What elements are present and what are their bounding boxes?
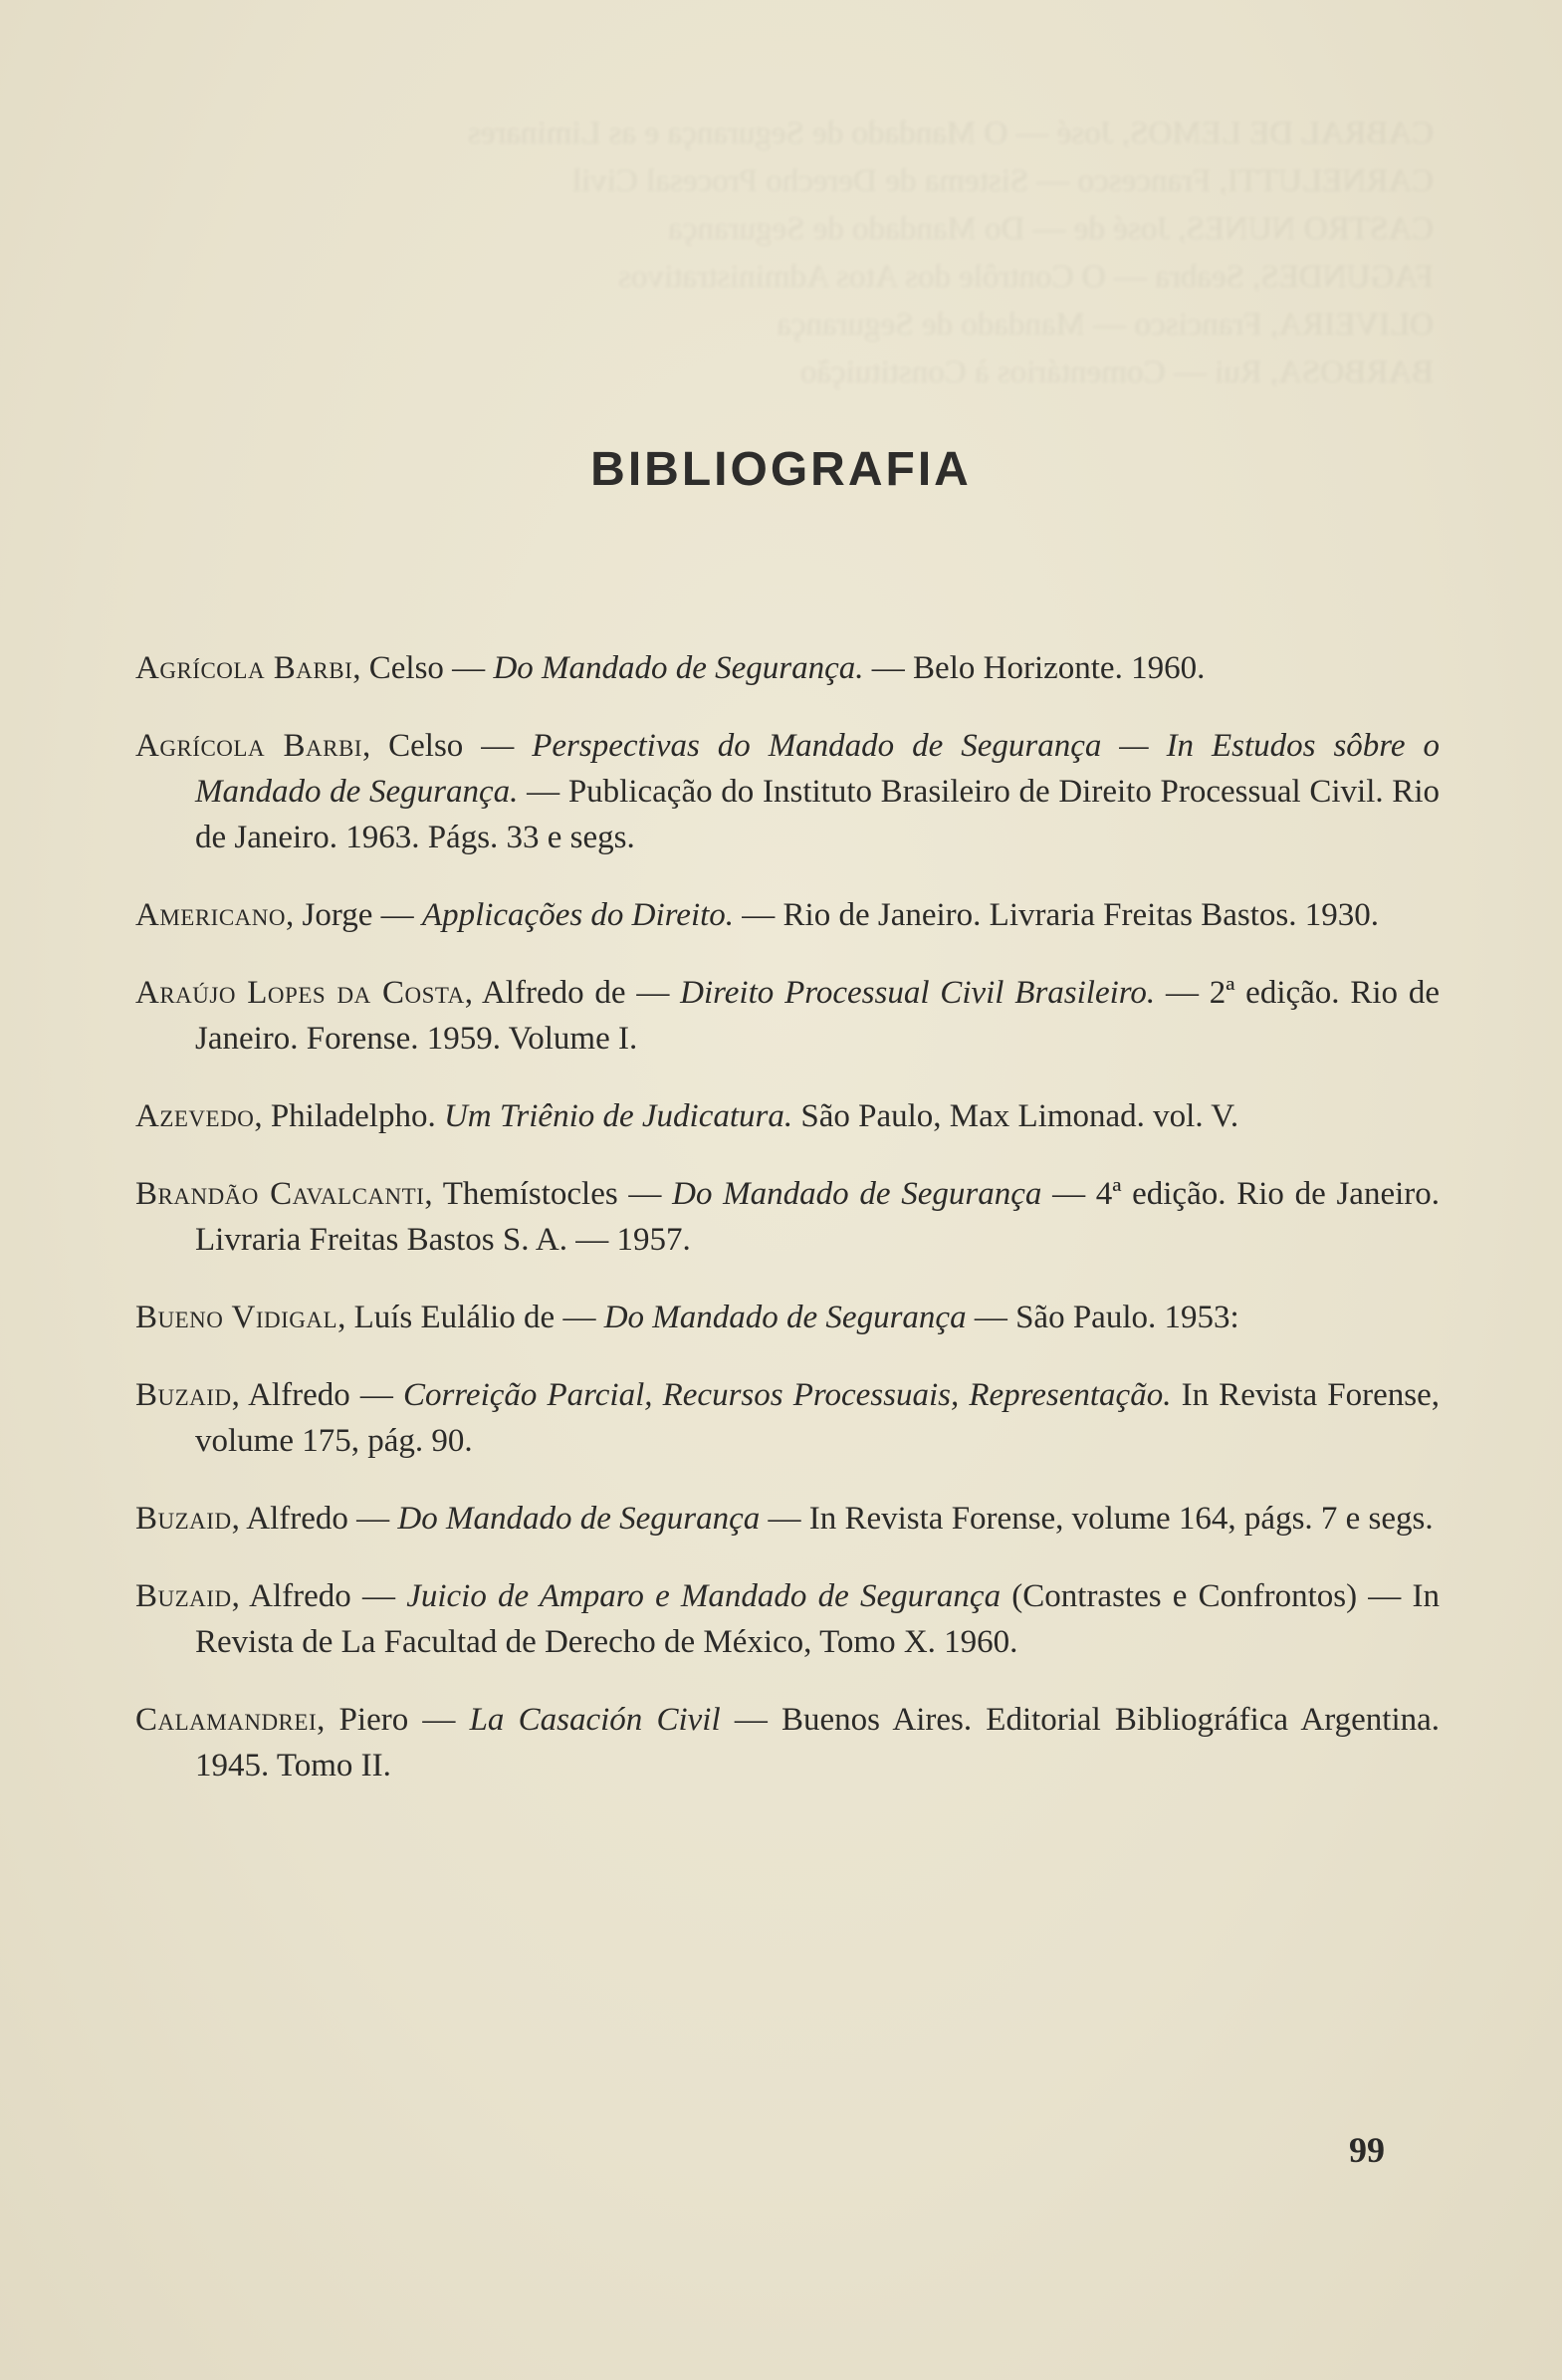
bibliography-entry xyxy=(135,1372,1440,1464)
entry-details: In Revista Forense, volume 175, pág. 90. xyxy=(195,1377,1441,1459)
entry-work-title: Do Mandado de Segurança. xyxy=(493,650,864,686)
entry-author: Araújo Lopes da Costa xyxy=(135,975,465,1011)
bibliography-entry xyxy=(135,645,1440,691)
entry-author: Buzaid xyxy=(135,1501,232,1537)
entry-work-title: Juicio de Amparo e Mandado de Segurança xyxy=(406,1578,1002,1614)
entry-author: Buzaid xyxy=(135,1377,232,1413)
bibliography-entry xyxy=(135,1496,1440,1542)
entry-details: — 4ª edição. Rio de Janeiro. Livraria Freitas Bastos S. A. — 1957. xyxy=(195,1176,1440,1258)
bibliography-entry xyxy=(135,1697,1440,1788)
bibliography-entry xyxy=(135,970,1440,1062)
bibliography-entry xyxy=(135,1573,1440,1665)
bibliography-list xyxy=(135,645,1440,1820)
entry-author-rest: , Celso — xyxy=(361,728,533,764)
entry-work-title: Um Triênio de Judicatura. xyxy=(443,1098,793,1134)
entry-author-rest: , Alfredo — xyxy=(231,1377,403,1413)
page-title: BIBLIOGRAFIA xyxy=(590,443,972,496)
entry-author: Calamandrei xyxy=(135,1702,318,1738)
entry-details: — Belo Horizonte. 1960. xyxy=(863,650,1206,686)
entry-author-rest: , Piero — xyxy=(317,1702,470,1738)
entry-author: Azevedo xyxy=(135,1098,255,1134)
entry-author: Agrícola Barbi xyxy=(135,728,362,764)
entry-details: — São Paulo. 1953: xyxy=(966,1300,1239,1335)
bibliography-entry xyxy=(135,1295,1440,1340)
entry-author-rest: , Alfredo — xyxy=(231,1501,398,1537)
entry-author-rest: , Alfredo de — xyxy=(464,975,681,1011)
entry-work-title: Direito Processual Civil Brasileiro. xyxy=(680,975,1156,1011)
entry-details: — Publicação do Instituto Brasileiro de Direito Processual Civil. Rio de Janeiro. 1963. Págs. 33 e segs. xyxy=(195,774,1440,855)
entry-details: — Buenos Aires. Editorial Bibliográfica Argentina. 1945. Tomo II. xyxy=(195,1702,1441,1784)
page-number: 99 xyxy=(1349,2130,1385,2170)
entry-work-title: Applicações do Direito. xyxy=(421,897,735,933)
entry-details: — In Revista Forense, volume 164, págs. 7 e segs. xyxy=(760,1501,1434,1537)
entry-details: — 2ª edição. Rio de Janeiro. Forense. 1959. Volume I. xyxy=(195,975,1440,1057)
bibliography-entry xyxy=(135,723,1440,860)
entry-author: Buzaid xyxy=(135,1578,232,1614)
entry-author-rest: , Themístocles — xyxy=(424,1176,673,1212)
entry-author: Americano xyxy=(135,897,287,933)
entry-author-rest: , Celso — xyxy=(352,650,494,686)
entry-author-rest: , Jorge — xyxy=(286,897,422,933)
bibliography-entry xyxy=(135,1171,1440,1263)
entry-author: Bueno Vidigal xyxy=(135,1300,338,1335)
entry-work-title: Do Mandado de Segurança xyxy=(397,1501,761,1537)
entry-author-rest: , Philadelpho. xyxy=(254,1098,444,1134)
entry-work-title: Perspectivas do Mandado de Segurança — In Estudos sôbre o Mandado de Segurança. xyxy=(195,728,1440,810)
entry-author: Brandão Cavalcanti xyxy=(135,1176,425,1212)
entry-author-rest: , Luís Eulálio de — xyxy=(337,1300,604,1335)
entry-author-rest: , Alfredo — xyxy=(231,1578,407,1614)
entry-work-title: Do Mandado de Segurança xyxy=(603,1300,967,1335)
bibliography-entry xyxy=(135,892,1440,938)
entry-work-title: Do Mandado de Segurança xyxy=(672,1176,1042,1212)
entry-details: — Rio de Janeiro. Livraria Freitas Bastos. 1930. xyxy=(734,897,1380,933)
entry-author: Agrícola Barbi xyxy=(135,650,353,686)
show-through-texture: CABRAL DE LEMOS, José — O Mandado de Segurança e as Liminares CARNELUTTI, Francesco — Sistema de Derecho Procesal Civil CASTRO NUNES, José de — Do Mandado de Segurança FAGUNDES, Seabra — O Contrôle dos Atos Administrativos OLIVEIRA, Francisco — Mandado de Segurança BARBOSA, Rui — Comentários à Constituição xyxy=(467,116,1434,390)
entry-details: São Paulo, Max Limonad. vol. V. xyxy=(792,1098,1239,1134)
entry-work-title: La Casación Civil xyxy=(469,1702,721,1738)
entry-details: (Contrastes e Confrontos) — In Revista de La Facultad de Derecho de México, Tomo X. 1960. xyxy=(195,1578,1440,1660)
entry-work-title: Correição Parcial, Recursos Processuais, Representação. xyxy=(402,1377,1172,1413)
bibliography-entry xyxy=(135,1093,1440,1139)
